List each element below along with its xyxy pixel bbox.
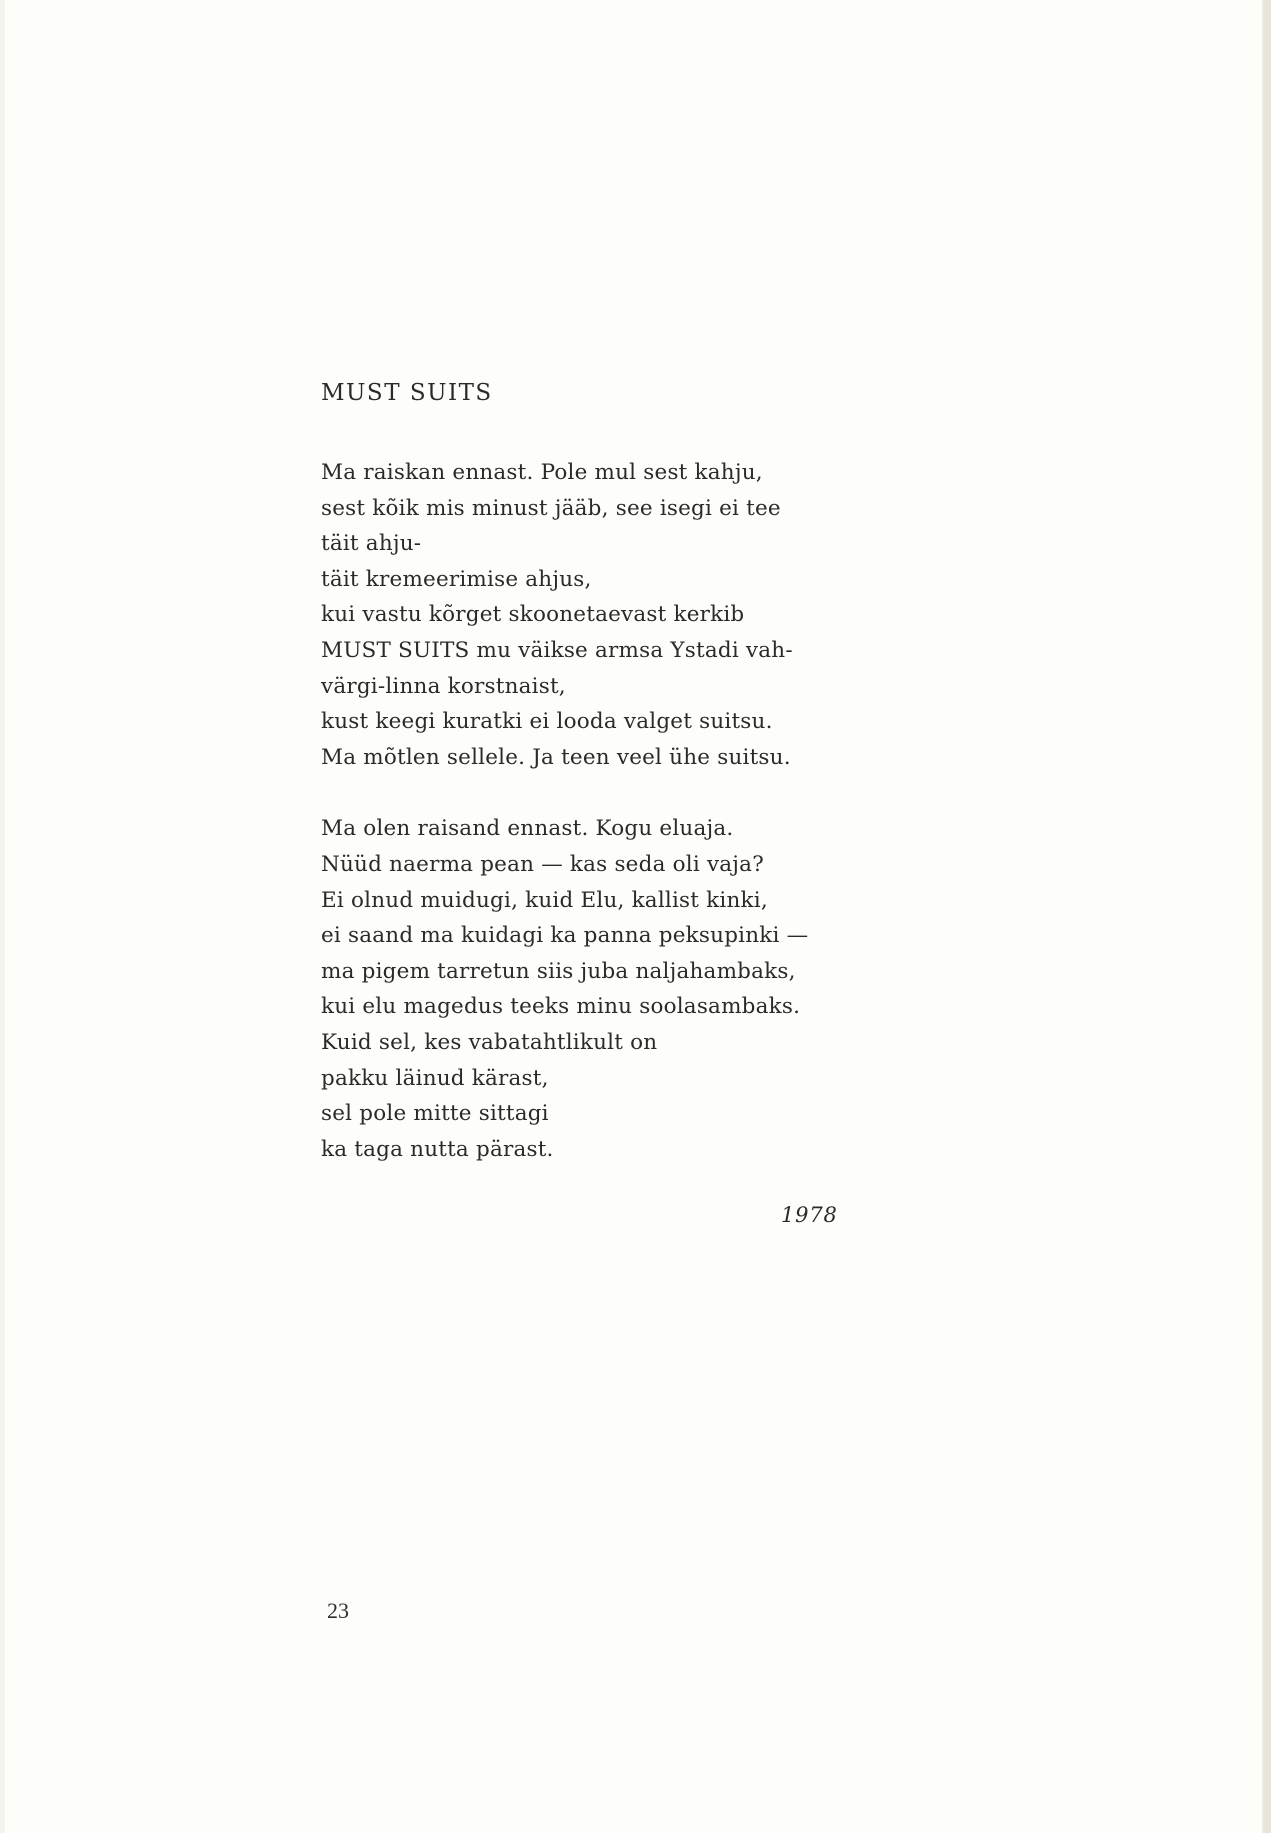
poem-line: MUST SUITS mu väikse armsa Ystadi vah- (321, 637, 793, 663)
poem-line: värgi-linna korstnaist, (321, 673, 566, 699)
poem-line: täit ahju- (321, 531, 422, 557)
page-edge-strip (1264, 0, 1271, 1833)
poem-line: Ma olen raisand ennast. Kogu eluaja. (321, 816, 734, 842)
page-left-edge (0, 0, 5, 1833)
poem-line: Nüüd naerma pean — kas seda oli vaja? (321, 851, 764, 877)
poem-line: täit kremeerimise ahjus, (321, 566, 592, 592)
poem-line: sel pole mitte sittagi (321, 1101, 549, 1127)
poem-line: kui elu magedus teeks minu soolasambaks. (321, 994, 801, 1020)
poem (321, 370, 881, 1167)
stanza-2 (321, 811, 881, 1167)
poem-line: kui vastu kõrget skoonetaevast kerkib (321, 602, 745, 628)
poem-line: ei saand ma kuidagi ka panna peksupinki — (321, 923, 809, 949)
poem-line: pakku läinud kärast, (321, 1065, 549, 1091)
poem-line: kust keegi kuratki ei looda valget suitsu. (321, 709, 773, 735)
poem-line: Ma mõtlen sellele. Ja teen veel ühe suitsu. (321, 744, 791, 770)
poem-year: 1978 (781, 1203, 838, 1227)
poem-line: Kuid sel, kes vabatahtlikult on (321, 1029, 658, 1055)
stanza-1 (321, 455, 881, 775)
page-number: 23 (327, 1598, 349, 1623)
poem-line: ka taga nutta pärast. (321, 1136, 554, 1162)
poem-line: Ma raiskan ennast. Pole mul sest kahju, (321, 460, 763, 485)
poem-line: Ei olnud muidugi, kuid Elu, kallist kinki, (321, 887, 768, 913)
poem-line: sest kõik mis minust jääb, see isegi ei tee (321, 495, 781, 521)
poem-title: MUST SUITS (321, 380, 493, 406)
poem-line: ma pigem tarretun siis juba naljahambaks, (321, 958, 796, 984)
